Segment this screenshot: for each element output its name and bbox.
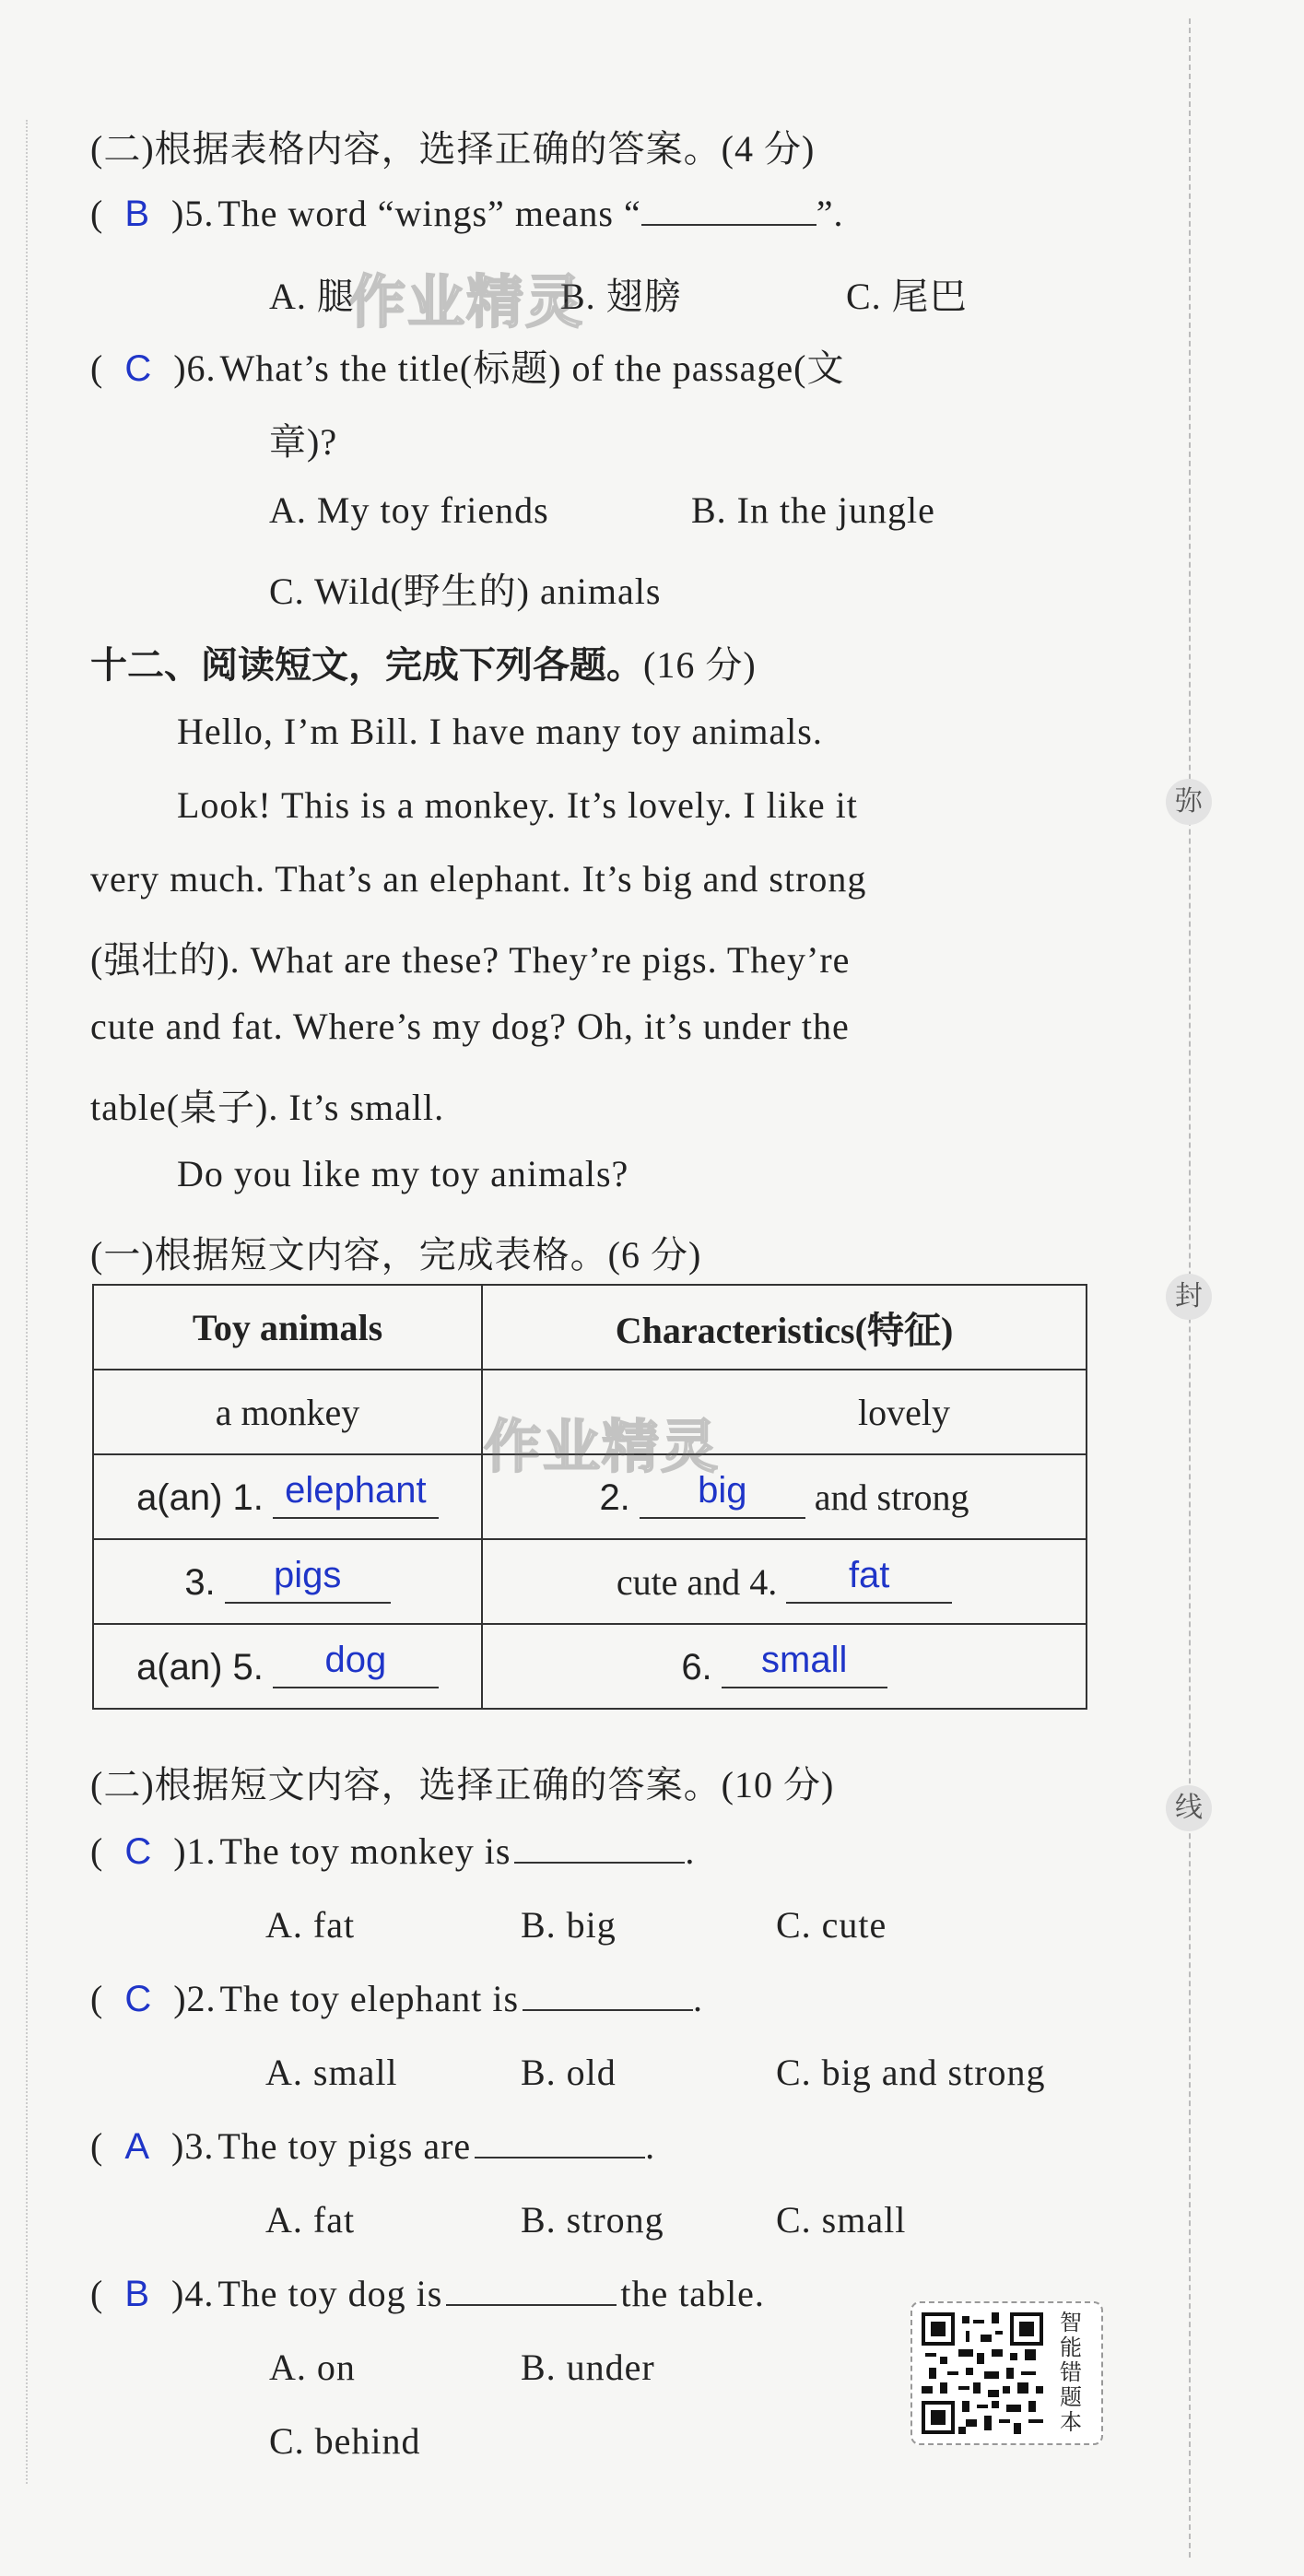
mc4-option-a: A. on bbox=[269, 2347, 356, 2388]
table-header: (一)根据短文内容，完成表格。(6 分) bbox=[90, 1234, 702, 1276]
passage-line: Look! This is a monkey. It’s lovely. I like it bbox=[177, 784, 858, 826]
answer-blank bbox=[446, 2276, 617, 2306]
answer-mc3: A bbox=[124, 2126, 150, 2167]
q6-option-c: C. Wild(野生的) animals bbox=[269, 570, 662, 612]
table-header-row bbox=[93, 1285, 1087, 1370]
section-12-header: 十二、阅读短文，完成下列各题。(16 分) bbox=[90, 644, 757, 686]
mc-question-3: ( A )3. The toy pigs are . bbox=[90, 2125, 656, 2167]
watermark: 作业精灵 bbox=[348, 268, 585, 335]
binding-mark: 弥 bbox=[1166, 779, 1212, 825]
column-header: Characteristics(特征) bbox=[482, 1285, 1087, 1370]
answer-mc4: B bbox=[124, 2274, 150, 2314]
question-text: The toy dog is bbox=[217, 2273, 443, 2314]
binding-mark: 线 bbox=[1166, 1785, 1212, 1831]
answer-blank bbox=[475, 2129, 645, 2158]
answer-q5: B bbox=[124, 194, 150, 234]
answer-mc2: C bbox=[124, 1979, 152, 2019]
q6-option-a: A. My toy friends bbox=[269, 489, 549, 531]
passage-line: Do you like my toy animals? bbox=[177, 1153, 629, 1194]
characteristics-table bbox=[92, 1284, 1087, 1710]
table-row bbox=[93, 1624, 1087, 1709]
passage-line: very much. That’s an elephant. It’s big and strong bbox=[90, 858, 867, 900]
q5-option-a: A. 腿 bbox=[269, 276, 355, 317]
qr-label: 智能错题本 bbox=[1060, 2310, 1082, 2435]
watermark: 作业精灵 bbox=[484, 1413, 721, 1480]
mc4-option-c: C. behind bbox=[269, 2420, 421, 2462]
answer-blank bbox=[641, 196, 816, 226]
table-cell: a monkey bbox=[93, 1370, 482, 1454]
mc-question-4: ( B )4. The toy dog is the table. bbox=[90, 2273, 765, 2314]
answer-5: dog bbox=[324, 1639, 387, 1680]
table-row bbox=[93, 1539, 1087, 1624]
part2b-header: (二)根据短文内容，选择正确的答案。(10 分) bbox=[90, 1764, 835, 1806]
mc1-option-b: B. big bbox=[521, 1904, 617, 1946]
mc2-option-c: C. big and strong bbox=[776, 2052, 1046, 2093]
part2-header: (二)根据表格内容，选择正确的答案。(4 分) bbox=[90, 128, 816, 170]
answer-q6: C bbox=[124, 348, 152, 389]
table-cell: a(an) 5. dog bbox=[93, 1624, 482, 1709]
left-margin-line bbox=[26, 120, 28, 2484]
column-header: Toy animals bbox=[93, 1285, 482, 1370]
table-cell: lovely bbox=[482, 1370, 1087, 1454]
question-5: ( B )5. The word “wings” means “ ”. bbox=[90, 193, 844, 234]
mc3-option-a: A. fat bbox=[265, 2199, 356, 2241]
mc-question-2: ( C )2. The toy elephant is . bbox=[90, 1978, 704, 2019]
qr-code-box[interactable] bbox=[910, 2301, 1103, 2445]
question-text: What’s the title(标题) of the passage(文 bbox=[219, 347, 845, 389]
q5-option-b: B. 翅膀 bbox=[560, 276, 682, 317]
mc2-option-b: B. old bbox=[521, 2052, 617, 2093]
q5-option-c: C. 尾巴 bbox=[846, 276, 968, 317]
mc3-option-c: C. small bbox=[776, 2199, 907, 2241]
answer-1: elephant bbox=[285, 1469, 427, 1511]
mc-question-1: ( C )1. The toy monkey is . bbox=[90, 1830, 696, 1872]
q6-text-cont: 章)? bbox=[269, 421, 338, 463]
question-text: The toy pigs are bbox=[217, 2125, 472, 2167]
question-text: The toy monkey is bbox=[219, 1830, 511, 1872]
answer-6: small bbox=[761, 1639, 848, 1680]
binding-mark: 封 bbox=[1166, 1274, 1212, 1320]
table-cell: 3. pigs bbox=[93, 1539, 482, 1624]
answer-blank bbox=[640, 1469, 805, 1519]
answer-4: fat bbox=[848, 1554, 890, 1595]
table-cell: a(an) 1. elephant bbox=[93, 1454, 482, 1539]
answer-mc1: C bbox=[124, 1831, 152, 1872]
question-text: The toy elephant is bbox=[219, 1978, 520, 2019]
qr-code-icon bbox=[922, 2312, 1043, 2434]
passage-line: table(桌子). It’s small. bbox=[90, 1087, 445, 1128]
answer-blank bbox=[225, 1554, 391, 1604]
table-cell: 2. big and strong bbox=[482, 1454, 1087, 1539]
passage-line: Hello, I’m Bill. I have many toy animals. bbox=[177, 711, 823, 752]
passage-line: cute and fat. Where’s my dog? Oh, it’s under the bbox=[90, 1006, 850, 1047]
mc1-option-a: A. fat bbox=[265, 1904, 356, 1946]
answer-blank bbox=[786, 1554, 952, 1604]
answer-blank bbox=[514, 1834, 685, 1864]
mc3-option-b: B. strong bbox=[521, 2199, 664, 2241]
mc2-option-a: A. small bbox=[265, 2052, 398, 2093]
answer-2: big bbox=[698, 1469, 747, 1511]
q6-option-b: B. In the jungle bbox=[691, 489, 935, 531]
answer-blank bbox=[722, 1639, 887, 1688]
table-cell: cute and 4. fat bbox=[482, 1539, 1087, 1624]
question-text: The word “wings” means “ bbox=[217, 193, 641, 234]
table-cell: 6. small bbox=[482, 1624, 1087, 1709]
passage-line: (强壮的). What are these? They’re pigs. They’re bbox=[90, 939, 851, 981]
answer-blank bbox=[273, 1639, 439, 1688]
mc1-option-c: C. cute bbox=[776, 1904, 887, 1946]
mc4-option-b: B. under bbox=[521, 2347, 655, 2388]
answer-3: pigs bbox=[273, 1554, 342, 1595]
answer-blank bbox=[523, 1982, 693, 2011]
question-6: ( C )6. What’s the title(标题) of the passage(文 bbox=[90, 347, 845, 389]
